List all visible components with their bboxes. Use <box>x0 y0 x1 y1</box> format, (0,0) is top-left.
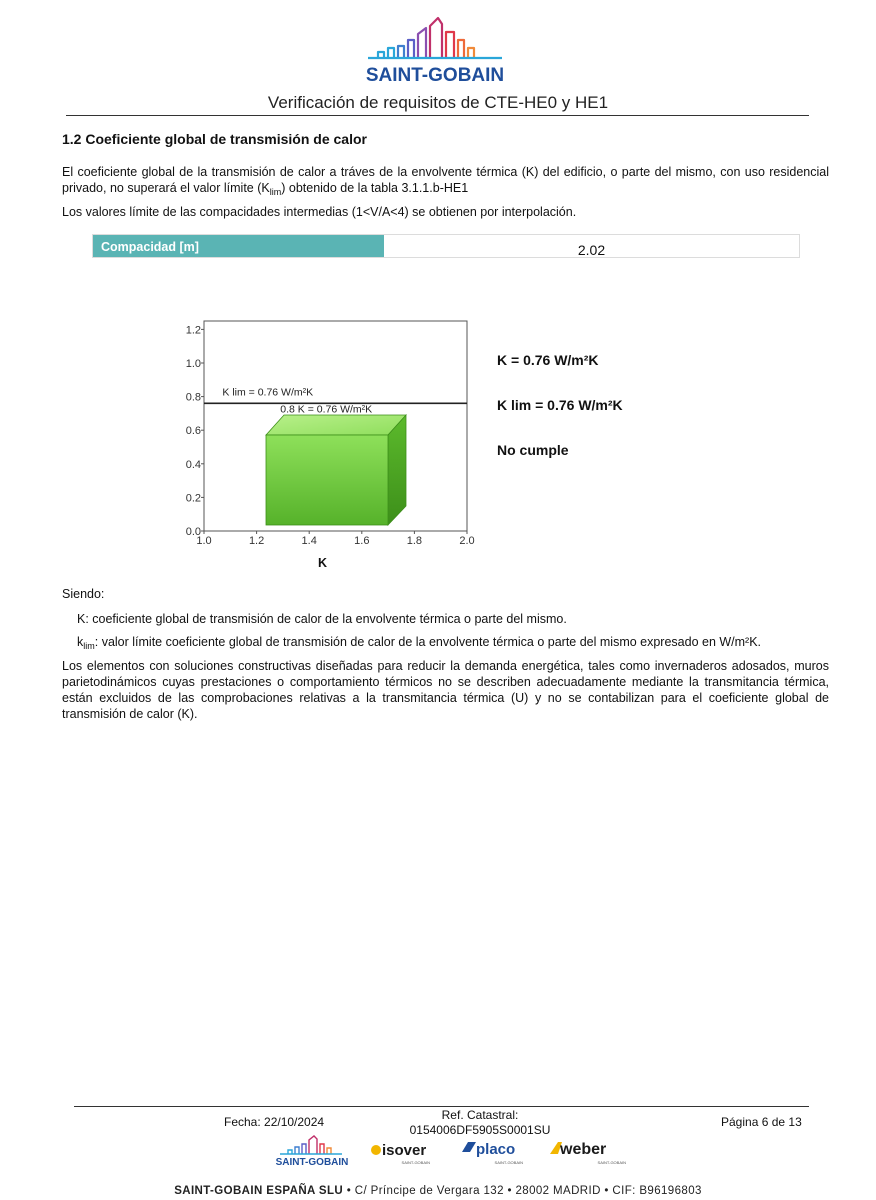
company-name: SAINT-GOBAIN ESPAÑA SLU <box>174 1185 344 1197</box>
compacidad-table <box>92 234 800 258</box>
chart-x-axis-label: K <box>318 556 328 570</box>
isover-logo <box>371 1142 430 1165</box>
y-tick-label: 0.2 <box>185 492 201 505</box>
saint-gobain-logo <box>350 14 520 86</box>
klim-subscript: lim <box>83 641 95 651</box>
k-limit-label: K lim = 0.76 W/m²K <box>222 386 314 399</box>
k-chart <box>178 316 484 552</box>
isover-sub: SAINT-GOBAIN <box>401 1160 430 1165</box>
cadastral-ref-label: Ref. Catastral: <box>441 1108 519 1122</box>
interpolation-note: Los valores límite de las compacidades intermedias (1<V/A<4) se obtienen por interpolación. <box>62 205 577 219</box>
cadastral-ref-value: 0154006DF5905S0001SU <box>409 1123 551 1137</box>
placo-logo <box>462 1141 523 1165</box>
x-tick-label: 2.0 <box>459 535 475 547</box>
x-tick-label: 1.6 <box>354 535 370 547</box>
placo-sub: SAINT-GOBAIN <box>494 1160 523 1165</box>
footer-divider <box>74 1106 809 1107</box>
intro-text-b: ) obtenido de la tabla 3.1.1.b-HE1 <box>281 181 469 195</box>
company-info <box>0 1185 876 1197</box>
title-divider <box>66 115 809 116</box>
y-tick-label: 0.4 <box>185 458 201 471</box>
x-tick-label: 1.8 <box>406 535 423 547</box>
x-tick-label: 1.4 <box>301 535 317 547</box>
saint-gobain-small-logo <box>276 1136 349 1168</box>
k-value-label: 0.8 K = 0.76 W/m²K <box>280 403 373 416</box>
klim-result: K lim = 0.76 W/m²K <box>497 397 623 413</box>
brand-logos <box>270 1134 640 1170</box>
definition-klim <box>77 634 829 650</box>
klim-text: : valor límite coeficiente global de transmisión de calor de la envolvente térmica o parte del mismo expresado en W/m²K. <box>94 635 762 649</box>
chart-marker-cube <box>266 415 406 525</box>
intro-paragraph <box>62 164 829 196</box>
logo-text: SAINT-GOBAIN <box>365 65 505 86</box>
footer-date: Fecha: 22/10/2024 <box>224 1115 325 1129</box>
sg-brand-text: SAINT-GOBAIN <box>275 1157 349 1168</box>
y-tick-label: 1.2 <box>185 324 201 337</box>
document-title: Verificación de requisitos de CTE-HE0 y HE1 <box>267 93 609 112</box>
klim-symbol: k <box>77 635 84 649</box>
page-number: Página 6 de 13 <box>721 1115 802 1129</box>
y-tick-label: 1.0 <box>185 358 201 370</box>
definition-k: K: coeficiente global de transmisión de calor de la envolvente térmica o parte del mismo. <box>77 612 567 626</box>
y-tick-label: 0.8 <box>185 391 201 404</box>
k-result: K = 0.76 W/m²K <box>497 352 599 368</box>
isover-text: isover <box>382 1142 427 1159</box>
weber-text: weber <box>560 1141 607 1158</box>
x-tick-label: 1.0 <box>196 535 212 547</box>
section-heading: 1.2 Coeficiente global de transmisión de calor <box>62 131 367 147</box>
placo-text: placo <box>476 1141 516 1158</box>
y-tick-label: 0.0 <box>185 526 201 538</box>
compacidad-label: Compacidad [m] <box>93 235 384 257</box>
weber-sub: SAINT-GOBAIN <box>597 1160 626 1165</box>
company-address: • C/ Príncipe de Vergara 132 • 28002 MADRID • CIF: B96196803 <box>343 1185 702 1197</box>
compacidad-value: 2.02 <box>577 242 606 258</box>
siendo-label: Siendo: <box>62 587 105 601</box>
intro-subscript: lim <box>269 187 282 197</box>
y-tick-label: 0.6 <box>185 425 201 438</box>
x-tick-label: 1.2 <box>248 535 265 547</box>
weber-logo <box>550 1141 626 1165</box>
verdict: No cumple <box>497 442 569 458</box>
intro-text-a: El coeficiente global de la transmisión de calor a tráves de la envolvente térmica (K) del edificio, o parte del mismo, con uso residencial privado, no superará el valor límite (K <box>62 165 829 195</box>
exclusions-paragraph: Los elementos con soluciones constructivas diseñadas para reducir la demanda energética, tales como invernaderos adosados, muros parietodinámicos cuyas prestaciones o comportamiento térmicos no se describen adecuadamente mediante la transmitancia térmica, están excluidos de las comprobaciones relativas a la transmitancia térmica (U) y no se contabilizan para el coeficiente global de transmisión de calor (K). <box>62 659 829 721</box>
